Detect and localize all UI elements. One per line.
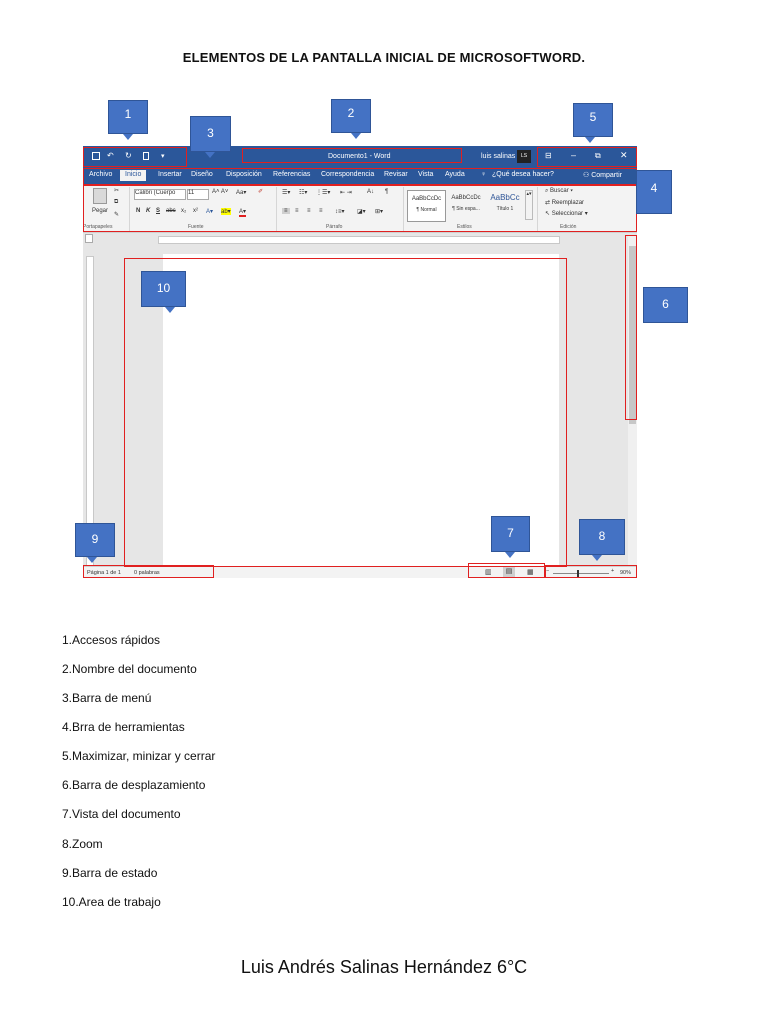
styles-more-icon[interactable]: ▴▾ (525, 190, 533, 220)
page-count[interactable]: Página 1 de 1 (87, 570, 121, 576)
bold-icon[interactable]: N (136, 208, 141, 214)
style-preview: AaBbCc (490, 193, 520, 202)
author-line: Luis Andrés Salinas Hernández 6°C (240, 957, 528, 977)
group-label-edicion: Edición (560, 224, 577, 230)
horizontal-ruler[interactable] (83, 233, 637, 245)
legend-item: 3.Barra de menú (62, 691, 152, 705)
word-count[interactable]: 0 palabras (134, 570, 160, 576)
read-mode-icon[interactable]: ▥ (485, 569, 492, 576)
cursor-icon: ↖ (545, 211, 552, 217)
cut-icon[interactable]: ✂ (114, 188, 120, 194)
callout-8 (579, 519, 625, 555)
web-layout-icon[interactable]: ▦ (527, 569, 534, 576)
select-label: Seleccionar (551, 211, 584, 217)
callout-10 (141, 271, 186, 307)
callout-9 (75, 523, 115, 557)
zoom-level[interactable]: 90% (620, 570, 632, 576)
change-case-icon[interactable]: Aa▾ (236, 190, 247, 196)
strikethrough-icon[interactable]: abc (166, 208, 176, 214)
callout-pointer (165, 307, 175, 313)
borders-icon[interactable]: ⊞▾ (375, 209, 384, 215)
legend-item: 5.Maximizar, minizar y cerrar (62, 749, 216, 763)
avatar-initials: LS (520, 153, 528, 159)
callout-number: 9 (91, 532, 99, 546)
lightbulb-icon: ♀ (481, 171, 487, 178)
window-title: Documento1 - Word (328, 153, 391, 160)
zoom-in-icon[interactable]: + (611, 568, 615, 574)
user-name[interactable]: luis salinas (481, 153, 516, 160)
shading-icon[interactable]: ◪▾ (357, 209, 366, 215)
minimize-icon[interactable]: – (571, 150, 577, 160)
vertical-ruler[interactable] (86, 256, 94, 568)
tab-ayuda[interactable]: Ayuda (445, 171, 465, 178)
align-left-icon[interactable]: ≡ (284, 208, 288, 214)
paste-label[interactable]: Pegar (92, 208, 109, 214)
highlight-scrollbar (625, 235, 637, 420)
select-button[interactable]: ↖ Seleccionar ▾ (545, 211, 588, 217)
callout-5 (573, 103, 613, 137)
font-size-select[interactable]: 11 (187, 189, 209, 200)
underline-icon[interactable]: S (156, 208, 161, 214)
callout-pointer (351, 133, 361, 139)
callout-pointer (87, 557, 97, 563)
indent-icon[interactable]: ⇤ ⇥ (340, 190, 352, 196)
highlight-status-bar (83, 565, 214, 578)
style-name: ¶ Sin espa... (452, 206, 480, 212)
align-right-icon[interactable]: ≡ (307, 208, 311, 214)
group-label-portapapeles: Portapapeles (83, 224, 113, 230)
callout-number: 3 (207, 126, 214, 140)
highlight-icon[interactable]: ab▾ (221, 209, 231, 215)
tab-diseno[interactable]: Diseño (191, 171, 213, 178)
highlight-window-controls (537, 147, 637, 167)
callout-pointer (592, 555, 602, 561)
tab-inicio[interactable]: Inicio (120, 170, 146, 181)
tell-me-input[interactable]: ¿Qué desea hacer? (492, 171, 554, 178)
group-label-parrafo: Párrafo (326, 224, 343, 230)
legend-item: 9.Barra de estado (62, 866, 158, 880)
tab-disposicion[interactable]: Disposición (226, 171, 262, 178)
callout-7 (491, 516, 530, 552)
clear-format-icon[interactable]: ✐ (258, 189, 264, 195)
bullets-icon[interactable]: ☰▾ (282, 190, 291, 196)
align-center-icon[interactable]: ≡ (295, 208, 299, 214)
justify-icon[interactable]: ≡ (319, 208, 323, 214)
subscript-icon[interactable]: x₂ (181, 208, 187, 214)
callout-1 (108, 100, 148, 134)
replace-label: Reemplazar (551, 200, 585, 206)
tab-archivo[interactable]: Archivo (89, 171, 113, 178)
multilevel-list-icon[interactable]: ⋮☰▾ (316, 190, 331, 196)
callout-pointer (123, 134, 133, 140)
callout-3 (190, 116, 231, 152)
find-button[interactable]: ⌕ Buscar ▾ (545, 188, 573, 194)
style-name: ¶ Normal (416, 207, 437, 213)
callout-2 (331, 99, 371, 133)
show-marks-icon[interactable]: ¶ (385, 189, 389, 195)
legend-item: 1.Accesos rápidos (62, 633, 161, 647)
font-name-select[interactable]: Calibri (Cuerpo (134, 189, 186, 200)
format-painter-icon[interactable]: ✎ (114, 212, 120, 218)
share-icon: ⚇ (583, 172, 592, 179)
style-preview: AaBbCcDc (451, 195, 481, 201)
numbering-icon[interactable]: ☷▾ (299, 190, 308, 196)
callout-pointer (505, 552, 515, 558)
callout-pointer (585, 137, 595, 143)
legend-item: 2.Nombre del documento (62, 662, 197, 676)
highlight-toolbar (83, 185, 637, 232)
ruler-scale[interactable] (158, 236, 560, 244)
tab-revisar[interactable]: Revisar (384, 171, 408, 178)
highlight-document-views (468, 563, 545, 578)
undo-icon[interactable]: ↶ (107, 151, 114, 160)
avatar[interactable] (517, 150, 531, 163)
document-title: ELEMENTOS DE LA PANTALLA INICIAL DE MICROSOFTWORD. (182, 50, 586, 65)
callout-number: 4 (650, 181, 658, 195)
legend-item: 4.Brra de herramientas (62, 720, 185, 734)
highlight-quick-access (83, 147, 187, 167)
customize-qat-icon[interactable]: ▾ (161, 153, 165, 160)
highlight-document-name (242, 148, 462, 163)
tab-insertar[interactable]: Insertar (158, 171, 182, 178)
restore-icon[interactable]: ⧉ (595, 151, 601, 160)
legend-item: 6.Barra de desplazamiento (62, 778, 206, 792)
callout-number: 2 (347, 106, 355, 120)
callout-number: 8 (598, 529, 606, 543)
zoom-out-icon[interactable]: − (546, 568, 550, 574)
copy-icon[interactable]: ⧉ (114, 199, 119, 205)
search-icon: ⌕ (545, 188, 551, 194)
share-label: Compartir (591, 172, 622, 179)
callout-number: 10 (156, 281, 171, 295)
callout-6 (643, 287, 688, 323)
group-label-fuente: Fuente (188, 224, 204, 230)
legend-item: 7.Vista del documento (62, 807, 181, 821)
callout-number: 7 (507, 526, 514, 540)
line-spacing-icon[interactable]: ↕≡▾ (335, 209, 345, 215)
callout-number: 5 (589, 110, 597, 124)
tab-selector-icon[interactable] (85, 234, 93, 243)
superscript-icon[interactable]: x² (193, 208, 198, 214)
sort-icon[interactable]: A↓ (367, 189, 375, 195)
replace-icon: ⇄ (545, 200, 552, 206)
style-preview: AaBbCcDc (411, 196, 442, 202)
callout-number: 6 (662, 297, 669, 311)
legend-item: 10.Area de trabajo (62, 895, 161, 909)
highlight-zoom (545, 565, 637, 578)
redo-icon[interactable]: ↻ (125, 151, 132, 160)
callout-pointer (205, 152, 215, 158)
tab-vista[interactable]: Vista (418, 171, 434, 178)
text-effects-icon[interactable]: A▾ (206, 209, 214, 215)
grow-font-icon[interactable]: A˄ A˅ (212, 189, 229, 195)
tab-correspondencia[interactable]: Correspondencia (321, 171, 375, 178)
style-name: Título 1 (496, 206, 514, 212)
tab-referencias[interactable]: Referencias (273, 171, 311, 178)
callout-4 (636, 170, 672, 214)
legend-item: 8.Zoom (62, 837, 103, 851)
close-icon[interactable]: ✕ (620, 150, 628, 160)
group-label-estilos: Estilos (457, 224, 472, 230)
callout-number: 1 (124, 107, 132, 121)
ribbon-display-icon[interactable]: ⊟ (545, 151, 552, 160)
find-label: Buscar (550, 188, 569, 194)
highlight-menu-bar (83, 168, 637, 185)
print-layout-icon[interactable]: ▤ (503, 567, 515, 577)
italic-icon[interactable]: K (146, 208, 151, 214)
font-color-icon[interactable]: A▾ (239, 209, 247, 215)
